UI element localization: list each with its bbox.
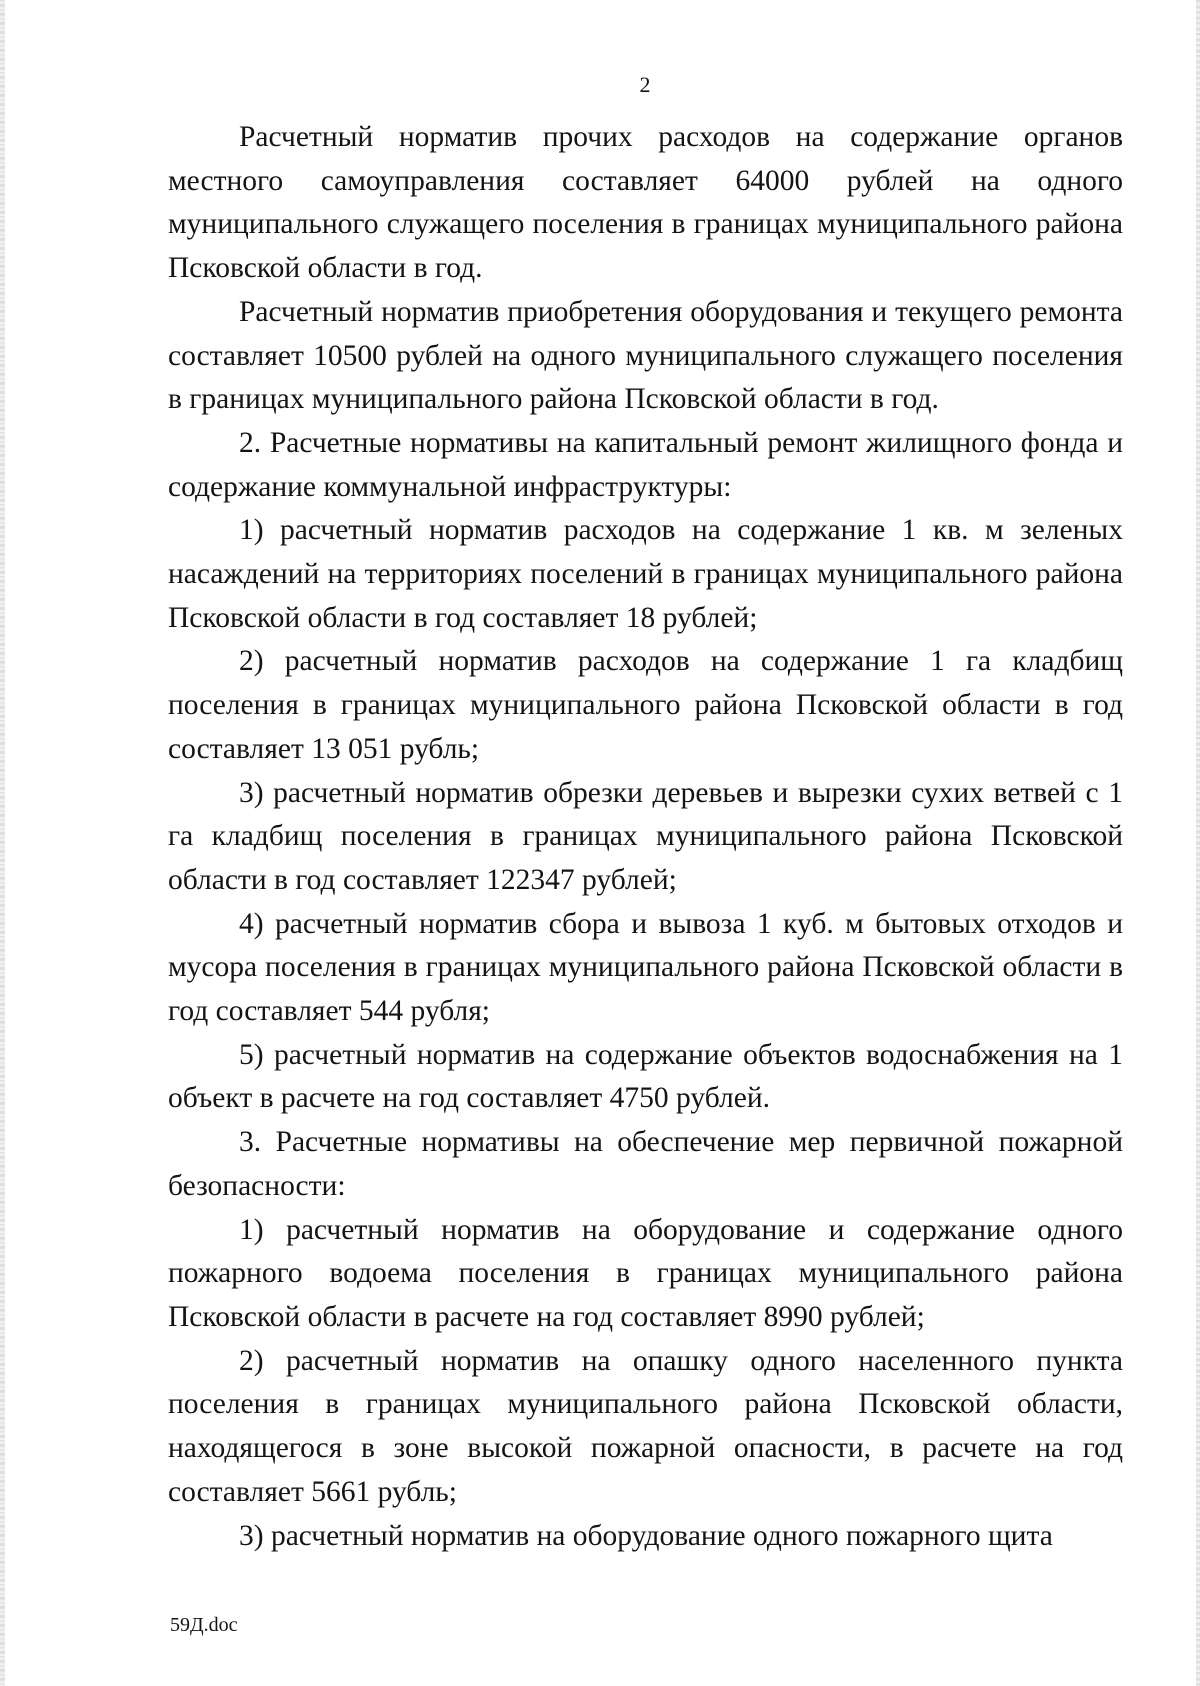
paragraph: 3. Расчетные нормативы на обеспечение мер первичной пожарной безопасности: xyxy=(168,1126,1123,1202)
paragraph: 1) расчетный норматив на оборудование и содержание одного пожарного водоема поселения в границах муниципального района Псковской области в расчете на год составляет 8990 рублей; xyxy=(168,1213,1123,1333)
document-body xyxy=(168,116,1123,1558)
scan-edge-left xyxy=(0,0,5,1686)
footer-filename: 59Д.doc xyxy=(170,1614,238,1636)
paragraph: 4) расчетный норматив сбора и вывоза 1 куб. м бытовых отходов и мусора поселения в границах муниципального района Псковской области в год составляет 544 рубля; xyxy=(168,907,1123,1028)
paragraph: 2. Расчетные нормативы на капитальный ремонт жилищного фонда и содержание коммунальной инфраструктуры: xyxy=(168,426,1123,503)
paragraph: Расчетный норматив приобретения оборудования и текущего ремонта составляет 10500 рублей на одного муниципального служащего поселения в границах муниципального района Псковской области в год. xyxy=(168,295,1123,416)
paragraph: 1) расчетный норматив расходов на содержание 1 кв. м зеленых насаждений на территориях поселений в границах муниципального района Псковской области в год составляет 18 рублей; xyxy=(168,514,1123,634)
paragraph: 2) расчетный норматив на опашку одного населенного пункта поселения в границах муниципального района Псковской области, находящегося в зоне высокой пожарной опасности, в расчете на год составляет 5661 рубль; xyxy=(168,1344,1123,1508)
page-number: 2 xyxy=(639,72,651,97)
paragraph: Расчетный норматив прочих расходов на содержание органов местного самоуправления составляет 64000 рублей на одного муниципального служащего поселения в границах муниципального района Псковской области в год. xyxy=(168,121,1123,285)
paragraph: 3) расчетный норматив обрезки деревьев и вырезки сухих ветвей с 1 га кладбищ поселения в границах муниципального района Псковской области в год составляет 122347 рублей; xyxy=(168,776,1123,896)
paragraph: 5) расчетный норматив на содержание объектов водоснабжения на 1 объект в расчете на год составляет 4750 рублей. xyxy=(168,1038,1123,1115)
paragraph: 3) расчетный норматив на оборудование одного пожарного щита xyxy=(239,1519,1053,1552)
scan-edge-right xyxy=(1196,0,1200,1686)
paragraph: 2) расчетный норматив расходов на содержание 1 га кладбищ поселения в границах муниципального района Псковской области в год составляет 13 051 рубль; xyxy=(168,645,1123,765)
